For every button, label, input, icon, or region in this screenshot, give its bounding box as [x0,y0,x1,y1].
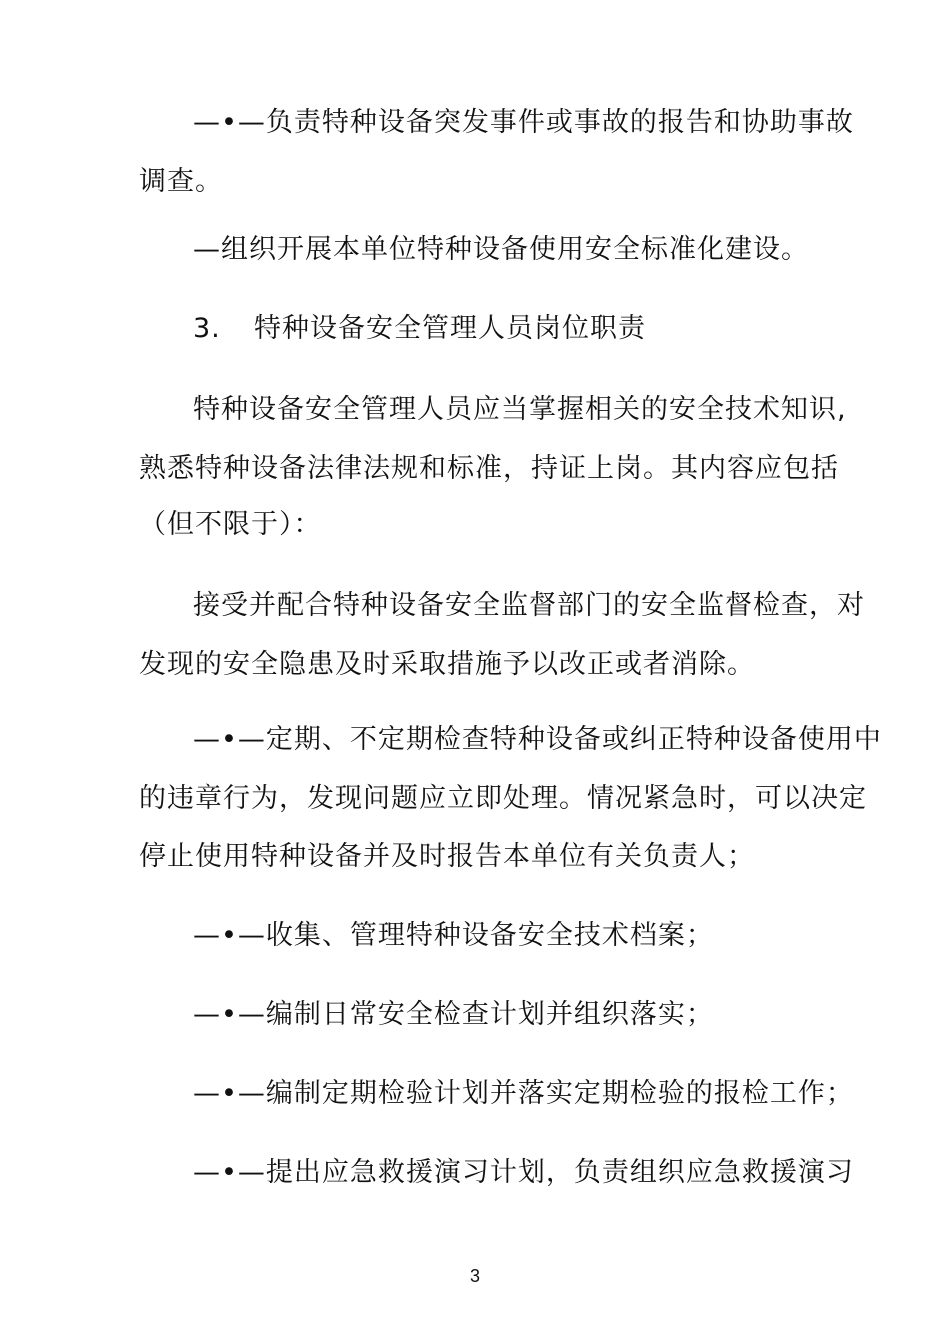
paragraph-line: —•—收集、管理特种设备安全技术档案； [193,920,714,951]
paragraph-line: —•—定期、不定期检查特种设备或纠正特种设备使用中 [193,724,882,755]
paragraph-line: —•—编制日常安全检查计划并组织落实； [193,999,714,1030]
paragraph-line: 熟悉特种设备法律法规和标准，持证上岗。其内容应包括 [139,453,839,484]
page-number: 3 [469,1266,480,1286]
section-heading: 特种设备安全管理人员岗位职责 [254,313,646,344]
paragraph-line: —•—负责特种设备突发事件或事故的报告和协助事故 [193,107,854,138]
paragraph-line: 发现的安全隐患及时采取措施予以改正或者消除。 [139,649,755,680]
paragraph-line: 停止使用特种设备并及时报告本单位有关负责人； [139,841,755,872]
paragraph-line: （但不限于）： [139,509,322,540]
paragraph-line: —组织开展本单位特种设备使用安全标准化建设。 [193,234,809,265]
paragraph-line: 特种设备安全管理人员应当掌握相关的安全技术知识, [193,394,847,425]
section-number: 3. [193,313,221,344]
paragraph-line: —•—编制定期检验计划并落实定期检验的报检工作； [193,1078,854,1109]
paragraph-line: 接受并配合特种设备安全监督部门的安全监督检查，对 [193,590,865,621]
paragraph-line: 的违章行为，发现问题应立即处理。情况紧急时，可以决定 [139,783,867,814]
paragraph-line: —•—提出应急救援演习计划，负责组织应急救援演习 [193,1157,854,1188]
paragraph-line: 调查。 [139,166,223,197]
